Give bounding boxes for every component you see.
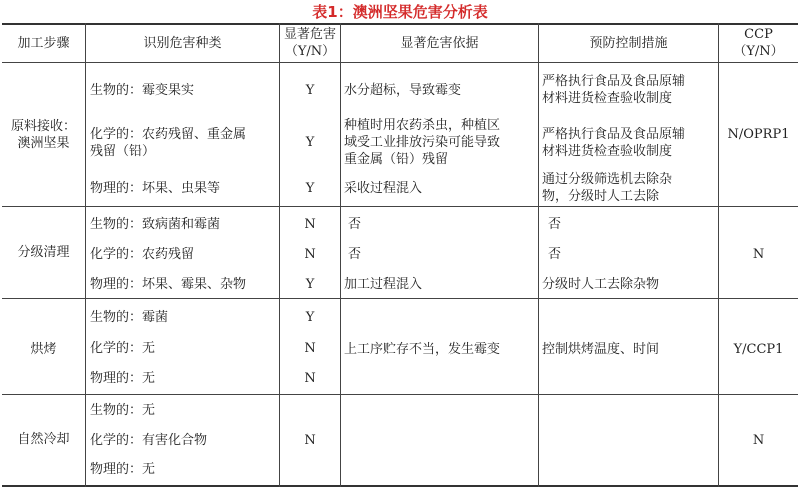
ccp-cell: N xyxy=(752,433,765,448)
control-cell: 控制烘烤温度、时间 xyxy=(542,342,660,357)
control-cell: 严格执行食品及食品原辅 材料进货检查验收制度 xyxy=(542,127,686,159)
significant-cell: N xyxy=(304,217,316,232)
control-cell: 否 xyxy=(548,217,562,232)
header-step: 加工步骤 xyxy=(17,36,70,51)
column-divider xyxy=(340,23,341,487)
hazard-cell: 生物的：致病菌和霉菌 xyxy=(90,217,221,232)
step-cell: 分级清理 xyxy=(17,245,70,260)
control-cell: 分级时人工去除杂物 xyxy=(542,277,660,292)
hazard-cell: 生物的：霉菌 xyxy=(90,310,169,325)
header-ccp: CCP （Y/N） xyxy=(733,27,784,59)
basis-cell: 上工序贮存不当，发生霉变 xyxy=(344,342,501,357)
basis-cell: 加工过程混入 xyxy=(344,277,423,292)
significant-cell: Y xyxy=(305,310,315,325)
hazard-cell: 物理的：无 xyxy=(90,462,156,477)
significant-cell: N xyxy=(304,247,316,262)
hazard-analysis-table xyxy=(2,23,798,487)
header-basis: 显著危害依据 xyxy=(400,36,479,51)
basis-cell: 水分超标，导致霉变 xyxy=(344,83,462,98)
basis-cell: 采收过程混入 xyxy=(344,181,423,196)
header-control: 预防控制措施 xyxy=(589,36,668,51)
hazard-cell: 物理的：坏果、虫果等 xyxy=(90,181,221,196)
table-top-border xyxy=(2,23,798,25)
hazard-cell: 生物的：无 xyxy=(90,403,156,418)
basis-cell: 种植时用农药杀虫，种植区 域受工业排放污染可能导致 重金属（铅）残留 xyxy=(344,118,501,167)
control-cell: 严格执行食品及食品原辅 材料进货检查验收制度 xyxy=(542,74,686,106)
hazard-cell: 化学的：有害化合物 xyxy=(90,433,208,448)
table-title: 表1：澳洲坚果危害分析表 xyxy=(312,3,488,21)
header-significant: 显著危害 （Y/N） xyxy=(283,27,336,59)
column-divider xyxy=(538,23,539,487)
step-cell: 原料接收： 澳洲坚果 xyxy=(10,119,76,151)
basis-cell: 否 xyxy=(348,247,362,262)
basis-cell: 否 xyxy=(348,217,362,232)
significant-cell: Y xyxy=(305,277,315,292)
control-cell: 否 xyxy=(548,247,562,262)
hazard-cell: 物理的：坏果、霉果、杂物 xyxy=(90,277,247,292)
header-bottom-border xyxy=(2,62,798,63)
significant-cell: Y xyxy=(305,135,315,150)
significant-cell: N xyxy=(304,341,316,356)
significant-cell: Y xyxy=(305,181,315,196)
step-cell: 自然冷却 xyxy=(17,432,70,447)
hazard-cell: 化学的：农药残留、重金属 残留（铅） xyxy=(90,127,247,159)
hazard-cell: 物理的：无 xyxy=(90,371,156,386)
section-border xyxy=(2,206,798,207)
hazard-cell: 化学的：农药残留 xyxy=(90,247,195,262)
significant-cell: N xyxy=(304,433,316,448)
hazard-cell: 生物的：霉变果实 xyxy=(90,83,195,98)
section-border xyxy=(2,298,798,299)
table-bottom-border xyxy=(2,485,798,487)
ccp-cell: N xyxy=(752,247,765,262)
significant-cell: Y xyxy=(305,83,315,98)
section-border xyxy=(2,394,798,395)
ccp-cell: N/OPRP1 xyxy=(727,127,790,142)
step-cell: 烘烤 xyxy=(30,342,57,357)
significant-cell: N xyxy=(304,371,316,386)
control-cell: 通过分级筛选机去除杂 物，分级时人工去除 xyxy=(542,172,673,204)
ccp-cell: Y/CCP1 xyxy=(733,342,784,357)
header-hazard-type: 识别危害种类 xyxy=(143,36,222,51)
column-divider xyxy=(85,23,86,487)
hazard-cell: 化学的：无 xyxy=(90,341,156,356)
